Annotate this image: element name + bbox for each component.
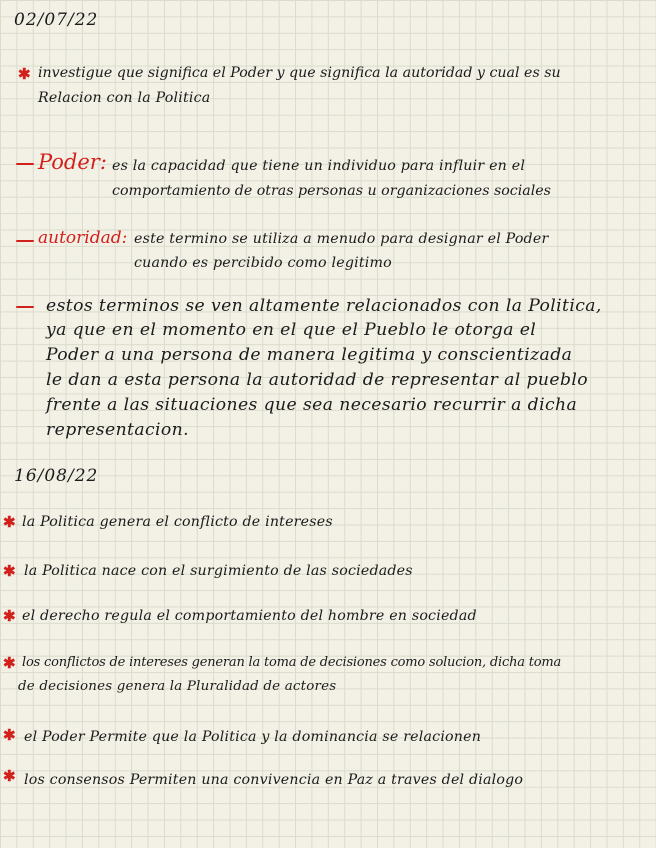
list-item: los conflictos de intereses generan la toma de decisiones como solucion, dicha toma	[22, 655, 562, 670]
dash-icon	[16, 306, 34, 308]
term-poder: Poder:	[38, 150, 107, 174]
paragraph-line-6: representacion.	[46, 420, 189, 440]
dash-icon	[16, 240, 34, 242]
asterisk-icon: ✱	[3, 513, 16, 531]
asterisk-icon: ✱	[3, 726, 16, 744]
poder-definition-2: comportamiento de otras personas u organizaciones sociales	[112, 183, 551, 199]
list-item: el derecho regula el comportamiento del hombre en sociedad	[22, 608, 477, 624]
asterisk-icon: ✱	[3, 654, 16, 672]
paragraph-line-4: le dan a esta persona la autoridad de representar al pueblo	[46, 370, 588, 390]
autoridad-definition-1: este termino se utiliza a menudo para designar el Poder	[134, 231, 549, 247]
list-item: los consensos Permiten una convivencia en Paz a traves del dialogo	[24, 772, 524, 788]
asterisk-icon: ✱	[3, 607, 16, 625]
asterisk-icon: ✱	[18, 65, 31, 83]
paragraph-line-3: Poder a una persona de manera legitima y conscientizada	[46, 345, 573, 365]
paragraph-line-1: estos terminos se ven altamente relacionados con la Politica,	[46, 296, 602, 316]
task-line-1: investigue que significa el Poder y que significa la autoridad y cual es su	[38, 65, 561, 81]
date-heading: 16/08/22	[14, 466, 99, 486]
list-item-continuation: de decisiones genera la Pluralidad de actores	[18, 679, 337, 694]
list-item: la Politica genera el conflicto de intereses	[22, 514, 333, 530]
dash-icon	[16, 163, 34, 165]
list-item: el Poder Permite que la Politica y la dominancia se relacionen	[24, 729, 482, 745]
task-line-2: Relacion con la Politica	[38, 90, 211, 106]
asterisk-icon: ✱	[3, 562, 16, 580]
autoridad-definition-2: cuando es percibido como legitimo	[134, 255, 392, 271]
paragraph-line-5: frente a las situaciones que sea necesario recurrir a dicha	[46, 395, 578, 415]
term-autoridad: autoridad:	[38, 228, 128, 248]
list-item: la Politica nace con el surgimiento de las sociedades	[24, 563, 413, 579]
asterisk-icon: ✱	[3, 767, 16, 785]
poder-definition-1: es la capacidad que tiene un individuo para influir en el	[112, 158, 526, 174]
paragraph-line-2: ya que en el momento en el que el Pueblo le otorga el	[46, 320, 537, 340]
date-heading: 02/07/22	[14, 10, 99, 30]
